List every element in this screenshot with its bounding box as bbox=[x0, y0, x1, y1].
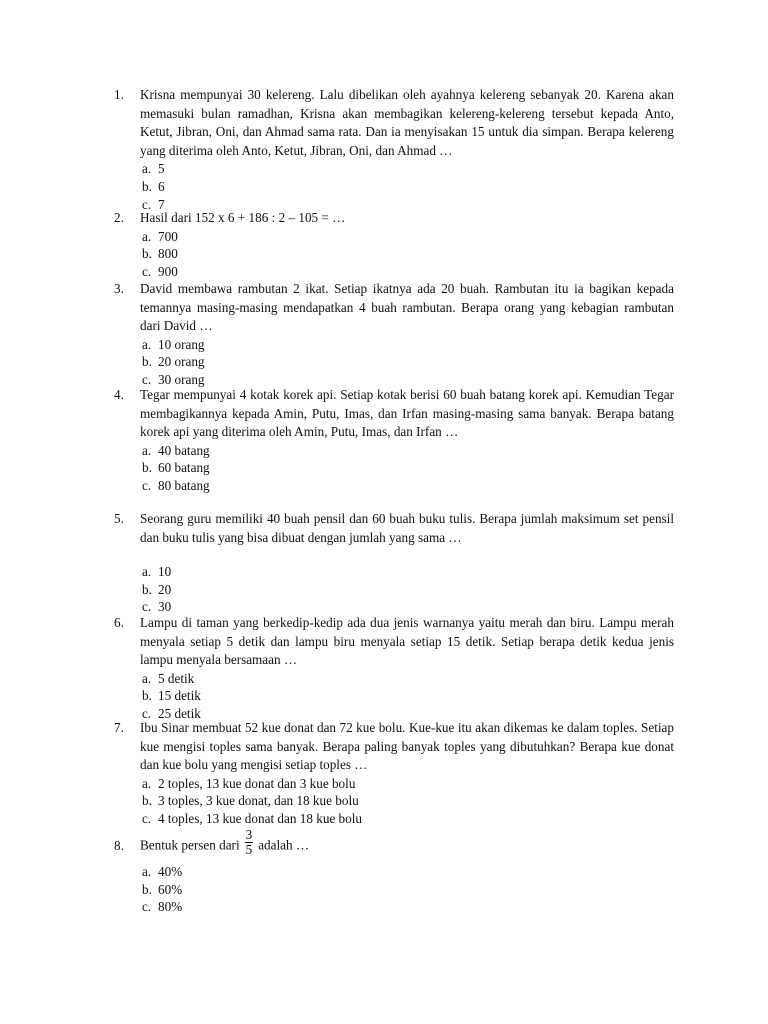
option-letter: b. bbox=[142, 793, 152, 809]
option-letter: c. bbox=[142, 599, 152, 615]
fraction-numerator: 3 bbox=[245, 827, 253, 842]
option-letter: c. bbox=[142, 899, 152, 915]
option-letter: b. bbox=[142, 246, 152, 262]
answer-options bbox=[142, 775, 674, 828]
question-text: Lampu di taman yang berkedip-kedip ada dua jenis warnanya yaitu merah dan biru. Lampu merah menyala setiap 5 detik dan lampu biru menyala setiap 15 detik. Setiap berapa detik kedua jenis lampu menyala bersamaan … bbox=[140, 615, 674, 668]
option-c[interactable] bbox=[142, 477, 674, 495]
answer-options bbox=[142, 160, 674, 213]
option-text: 15 detik bbox=[158, 688, 201, 704]
option-b[interactable] bbox=[142, 245, 674, 263]
question-text-after: adalah … bbox=[258, 837, 310, 853]
option-text: 4 toples, 13 kue donat dan 18 kue bolu bbox=[158, 810, 363, 826]
option-text: 80% bbox=[158, 899, 183, 915]
option-b[interactable] bbox=[142, 178, 674, 196]
option-c[interactable] bbox=[142, 810, 674, 828]
answer-options bbox=[142, 228, 674, 281]
option-a[interactable] bbox=[142, 563, 674, 581]
option-letter: a. bbox=[142, 564, 152, 580]
option-text: 700 bbox=[158, 228, 178, 244]
option-letter: b. bbox=[142, 688, 152, 704]
answer-options bbox=[142, 670, 674, 723]
option-b[interactable] bbox=[142, 687, 674, 705]
question-number: 7. bbox=[114, 720, 124, 735]
question-1 bbox=[114, 86, 674, 213]
question-number: 6. bbox=[114, 615, 124, 630]
question-text: Hasil dari 152 x 6 + 186 : 2 – 105 = … bbox=[140, 210, 346, 225]
option-text: 30 bbox=[158, 599, 172, 615]
option-letter: c. bbox=[142, 477, 152, 493]
option-letter: c. bbox=[142, 371, 152, 387]
option-a[interactable] bbox=[142, 863, 674, 881]
option-text: 20 orang bbox=[158, 354, 205, 370]
option-a[interactable] bbox=[142, 336, 674, 354]
answer-options bbox=[142, 336, 674, 389]
option-text: 60 batang bbox=[158, 460, 210, 476]
option-letter: a. bbox=[142, 442, 152, 458]
option-text: 800 bbox=[158, 246, 178, 262]
question-4 bbox=[114, 386, 674, 495]
option-text: 5 detik bbox=[158, 670, 195, 686]
option-text: 40 batang bbox=[158, 442, 210, 458]
option-b[interactable] bbox=[142, 459, 674, 477]
option-text: 3 toples, 3 kue donat, dan 18 kue bolu bbox=[158, 793, 359, 809]
option-letter: b. bbox=[142, 178, 152, 194]
option-letter: c. bbox=[142, 810, 152, 826]
answer-options bbox=[142, 563, 674, 616]
question-8 bbox=[114, 827, 674, 916]
answer-options bbox=[142, 442, 674, 495]
question-text: Seorang guru memiliki 40 buah pensil dan 60 buah buku tulis. Berapa jumlah maksimum set pensil dan buku tulis yang bisa dibuat dengan jumlah yang sama … bbox=[140, 511, 674, 545]
option-letter: a. bbox=[142, 775, 152, 791]
option-text: 5 bbox=[158, 161, 165, 177]
option-text: 2 toples, 13 kue donat dan 3 kue bolu bbox=[158, 775, 356, 791]
question-number: 3. bbox=[114, 281, 124, 296]
fraction-denominator: 5 bbox=[245, 842, 253, 857]
option-letter: b. bbox=[142, 581, 152, 597]
question-number: 8. bbox=[114, 838, 124, 853]
option-a[interactable] bbox=[142, 228, 674, 246]
option-letter: a. bbox=[142, 864, 152, 879]
option-text: 10 orang bbox=[158, 336, 205, 352]
question-6 bbox=[114, 614, 674, 723]
option-a[interactable] bbox=[142, 442, 674, 460]
option-b[interactable] bbox=[142, 792, 674, 810]
option-a[interactable] bbox=[142, 670, 674, 688]
option-c[interactable] bbox=[142, 263, 674, 281]
question-number: 5. bbox=[114, 511, 124, 526]
option-letter: b. bbox=[142, 881, 152, 897]
question-2 bbox=[114, 209, 674, 280]
option-letter: a. bbox=[142, 670, 152, 686]
option-text: 80 batang bbox=[158, 477, 210, 493]
option-letter: c. bbox=[142, 196, 152, 212]
question-5 bbox=[114, 510, 674, 616]
question-text: Ibu Sinar membuat 52 kue donat dan 72 kue bolu. Kue-kue itu akan dikemas ke dalam toples. Setiap kue mengisi toples sama banyak. Berapa paling banyak toples yang dibutuhkan? Berapa kue donat dan kue bolu yang mengisi setiap toples … bbox=[140, 720, 674, 773]
question-number: 1. bbox=[114, 87, 124, 102]
option-b[interactable] bbox=[142, 881, 674, 899]
option-a[interactable] bbox=[142, 160, 674, 178]
question-text: Tegar mempunyai 4 kotak korek api. Setiap kotak berisi 60 buah batang korek api. Kemudian Tegar membagikannya kepada Amin, Putu, Imas, dan Irfan masing-masing sama banyak. Berapa batang korek api yang diterima oleh Amin, Putu, Imas, dan Irfan … bbox=[140, 387, 674, 440]
option-text: 20 bbox=[158, 581, 172, 597]
option-text: 60% bbox=[158, 881, 183, 897]
option-c[interactable] bbox=[142, 898, 674, 916]
option-b[interactable] bbox=[142, 353, 674, 371]
option-letter: c. bbox=[142, 263, 152, 279]
question-3 bbox=[114, 280, 674, 389]
question-text: Krisna mempunyai 30 kelereng. Lalu dibelikan oleh ayahnya kelereng sebanyak 20. Karena akan memasuki bulan ramadhan, Krisna akan membagikan kelereng-kelereng tersebut kepada Anto, Ketut, Jibran, Oni, dan Ahmad sama rata. Dan ia menyisakan 15 untuk dia simpan. Berapa kelereng yang diterima oleh Anto, Ketut, Jibran, Oni, dan Ahmad … bbox=[140, 87, 674, 158]
option-text: 30 orang bbox=[158, 371, 205, 387]
option-letter: b. bbox=[142, 460, 152, 476]
question-text-before: Bentuk persen dari bbox=[140, 837, 240, 853]
option-letter: a. bbox=[142, 161, 152, 177]
fraction bbox=[245, 828, 254, 857]
option-letter: c. bbox=[142, 705, 152, 721]
option-text: 900 bbox=[158, 263, 178, 279]
question-number: 2. bbox=[114, 210, 124, 225]
option-text: 40% bbox=[158, 864, 183, 879]
option-text: 10 bbox=[158, 564, 172, 580]
option-letter: a. bbox=[142, 336, 152, 352]
question-text: David membawa rambutan 2 ikat. Setiap ikatnya ada 20 buah. Rambutan itu ia bagikan kepada temannya masing-masing mendapatkan 4 buah rambutan. Berapa orang yang kebagian rambutan dari David … bbox=[140, 281, 674, 334]
answer-options bbox=[142, 863, 674, 916]
option-text: 25 detik bbox=[158, 705, 201, 721]
option-b[interactable] bbox=[142, 581, 674, 599]
option-letter: a. bbox=[142, 228, 152, 244]
question-text bbox=[140, 827, 674, 857]
option-text: 6 bbox=[158, 178, 165, 194]
question-number: 4. bbox=[114, 387, 124, 402]
question-7 bbox=[114, 719, 674, 828]
option-text: 7 bbox=[158, 196, 165, 212]
option-a[interactable] bbox=[142, 775, 674, 793]
option-letter: b. bbox=[142, 354, 152, 370]
